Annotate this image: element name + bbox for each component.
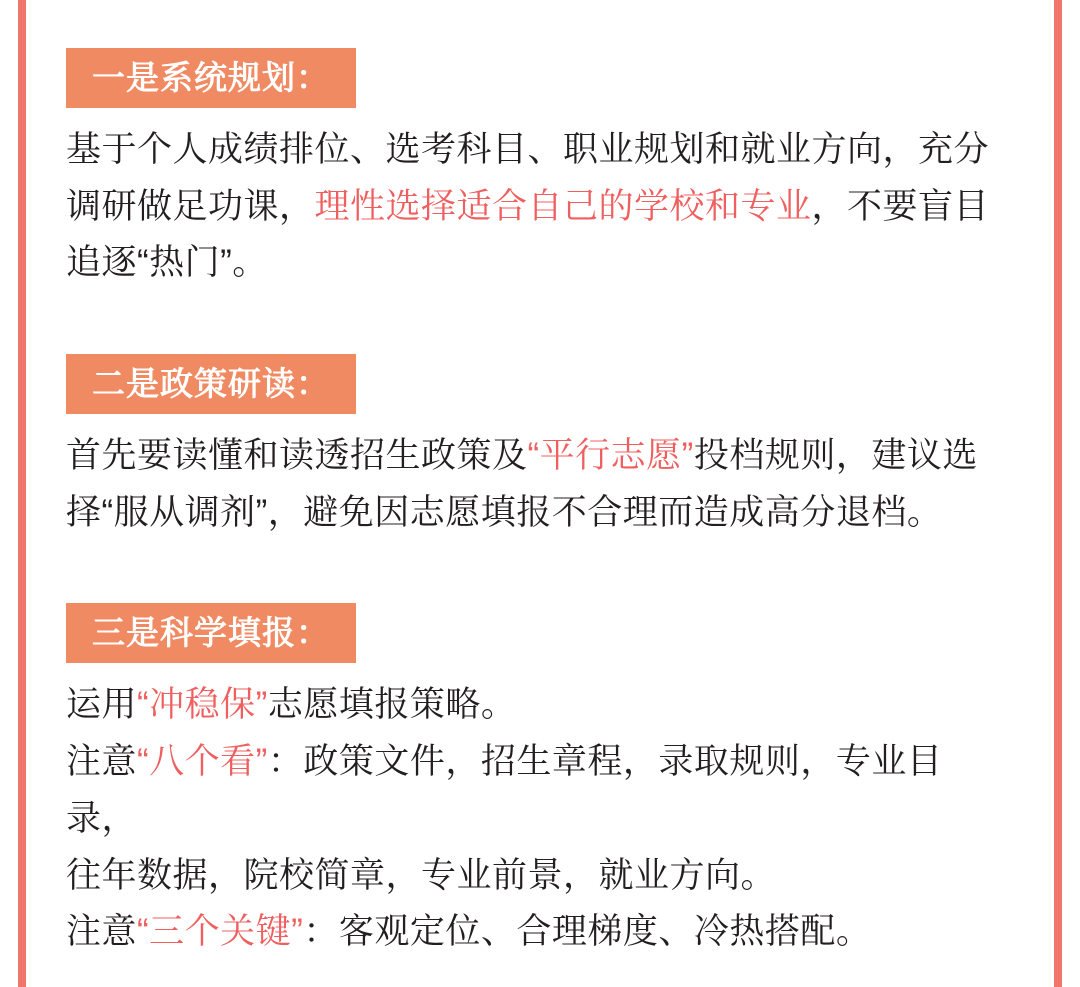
section-systematic-planning	[66, 48, 1012, 292]
line-4-part2: ：客观定位、合理梯度、冷热搭配。	[303, 912, 872, 952]
section-body-1-highlight: 理性选择适合自己的学校和专业	[314, 186, 812, 226]
section-body-1-part2: ，不要盲目追逐“热门”。	[66, 186, 990, 283]
section-body-3-line-3	[66, 848, 1012, 905]
section-body-3-line-4	[66, 904, 1012, 961]
line-4-highlight: “三个关键”	[137, 912, 304, 952]
left-border-stripe	[18, 0, 26, 987]
section-scientific-application	[66, 603, 1012, 960]
section-body-2-highlight: “平行志愿”	[527, 436, 694, 476]
line-2-part1: 注意	[66, 742, 138, 782]
section-body-3	[66, 677, 1012, 960]
section-body-3-line-2	[66, 734, 1012, 847]
section-heading-2: 二是政策研读：	[66, 354, 356, 414]
section-body-1-part1: 基于个人成绩排位、选考科目、职业规划和就业方向，充分调研做足功课，	[66, 130, 990, 226]
right-border-stripe	[1054, 0, 1062, 987]
line-1-highlight: “冲稳保”	[137, 685, 268, 725]
line-3-part1: 往年数据，院校简章，专业前景，就业方向。	[66, 855, 777, 895]
line-4-part1: 注意	[66, 912, 138, 952]
line-1-part2: 志愿填报策略。	[267, 685, 517, 725]
section-policy-study	[66, 354, 1012, 541]
section-heading-3: 三是科学填报：	[66, 603, 356, 663]
line-1-part1: 运用	[66, 685, 138, 725]
section-body-1	[66, 122, 1012, 292]
section-body-2-part1: 首先要读懂和读透招生政策及	[66, 436, 528, 476]
section-body-2-part2: 投档规则，建议选择“服从调剂”，避免因志愿填报不合理而造成高分退档。	[66, 436, 978, 532]
line-2-highlight: “八个看”	[137, 742, 268, 782]
document-page	[38, 0, 1042, 987]
section-heading-1: 一是系统规划：	[66, 48, 356, 108]
section-body-2	[66, 428, 1012, 541]
line-2-part2: ：政策文件，招生章程，录取规则，专业目录，	[66, 742, 943, 838]
section-body-3-line-1	[66, 677, 1012, 734]
